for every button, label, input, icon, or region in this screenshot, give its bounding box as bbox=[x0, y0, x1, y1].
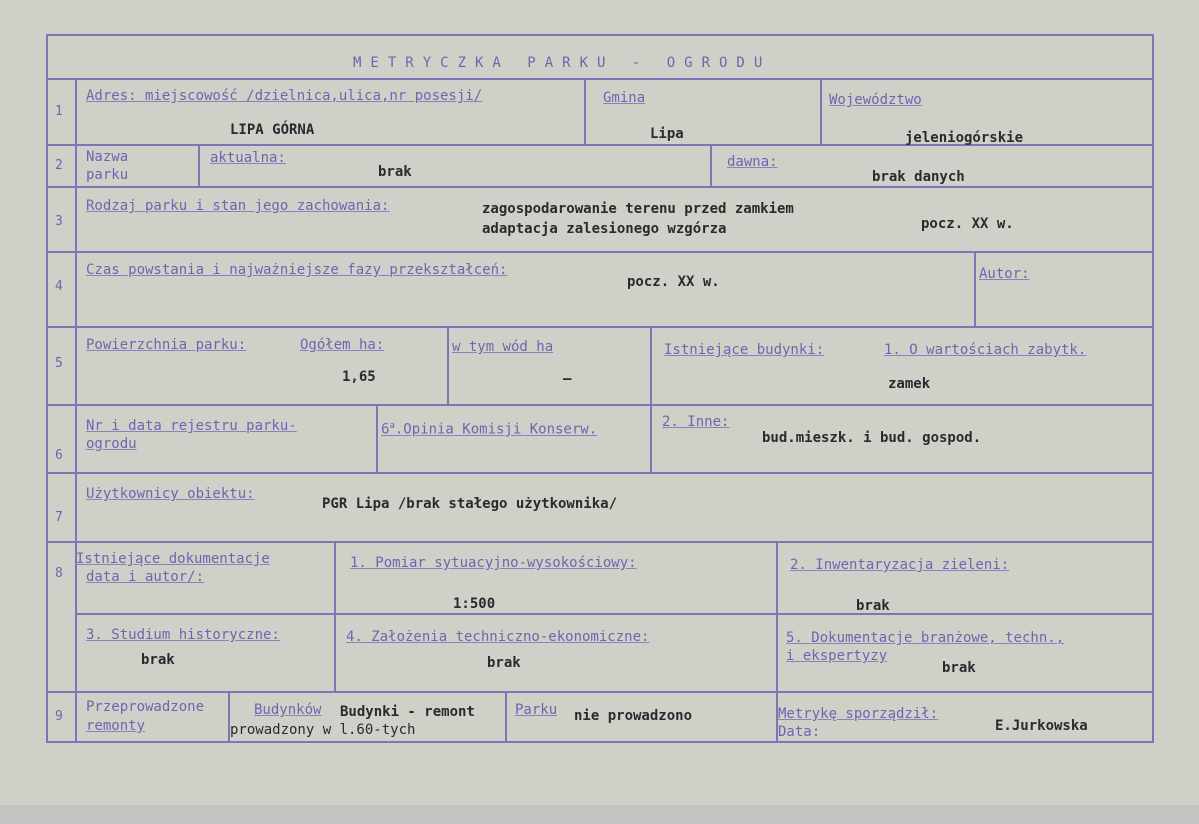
rule-r8 bbox=[46, 691, 1154, 693]
col-r5-b bbox=[650, 326, 652, 472]
other-buildings-value: bud.mieszk. i bud. gospod. bbox=[762, 430, 982, 446]
row-number: 6 bbox=[55, 448, 63, 463]
register-label-1: Nr i data rejestru parku- bbox=[86, 418, 297, 434]
opinion-text: .Opinia Komisji Konserw. bbox=[394, 421, 598, 438]
creation-time-value: pocz. XX w. bbox=[627, 274, 720, 290]
tech-economic-value: brak bbox=[487, 655, 521, 671]
documentation-label-2: data i autor/: bbox=[86, 569, 205, 585]
col-r6-a bbox=[376, 404, 378, 472]
buildings-repair-value-2: prowadzony w l.60-tych bbox=[230, 722, 416, 738]
park-type-value-1: zagospodarowanie terenu przed zamkiem bbox=[482, 201, 794, 217]
row-number: 7 bbox=[55, 510, 63, 525]
former-name-value: brak danych bbox=[872, 169, 965, 185]
rule-r3 bbox=[46, 251, 1154, 253]
form-title: METRYCZKA PARKU - OGRODU bbox=[353, 55, 772, 71]
rule-r2 bbox=[46, 186, 1154, 188]
total-area-value: 1,65 bbox=[342, 369, 376, 385]
total-area-label: Ogółem ha: bbox=[300, 337, 385, 353]
buildings-repair-label: Budynków bbox=[254, 702, 322, 718]
water-area-value: – bbox=[563, 371, 572, 387]
users-label: Użytkownicy obiektu: bbox=[86, 486, 255, 502]
register-label-2: ogrodu bbox=[86, 436, 137, 452]
creation-time-label: Czas powstania i najważniejsze fazy przekształceń: bbox=[86, 262, 508, 278]
row-number: 2 bbox=[55, 158, 63, 173]
branch-docs-label-1: 5. Dokumentacje branżowe, techn., bbox=[786, 630, 1065, 646]
monument-buildings-label: 1. O wartościach zabytk. bbox=[884, 342, 1087, 358]
row-number: 9 bbox=[55, 709, 63, 724]
rule-r6 bbox=[46, 472, 1154, 474]
documentation-label-1: Istniejące dokumentacje bbox=[76, 551, 270, 567]
park-name-label-1: Nazwa bbox=[86, 149, 129, 165]
row-number: 4 bbox=[55, 279, 63, 294]
historical-study-value: brak bbox=[141, 652, 175, 668]
survey-label: 1. Pomiar sytuacyjno-wysokościowy: bbox=[350, 555, 637, 571]
historical-study-label: 3. Studium historyczne: bbox=[86, 627, 280, 643]
col-r2-b bbox=[710, 144, 712, 186]
rule-r5 bbox=[46, 404, 1154, 406]
rule-title bbox=[46, 78, 1154, 80]
repairs-label-1: Przeprowadzone bbox=[86, 699, 205, 715]
greenery-inventory-label: 2. Inwentaryzacja zieleni: bbox=[790, 557, 1010, 573]
buildings-repair-value-1: Budynki - remont bbox=[340, 704, 475, 720]
park-date-value: pocz. XX w. bbox=[921, 216, 1014, 232]
row-number: 8 bbox=[55, 566, 63, 581]
voivodeship-label: Województwo bbox=[829, 92, 922, 108]
tech-economic-label: 4. Założenia techniczno-ekonomiczne: bbox=[346, 629, 650, 645]
address-label: Adres: miejscowość /dzielnica,ulica,nr posesji/ bbox=[86, 88, 483, 104]
users-value: PGR Lipa /brak stałego użytkownika/ bbox=[322, 496, 618, 512]
other-buildings-label: 2. Inne: bbox=[662, 414, 730, 430]
former-name-label: dawna: bbox=[727, 154, 778, 170]
col-r5-a bbox=[447, 326, 449, 404]
greenery-inventory-value: brak bbox=[856, 598, 890, 614]
park-type-label: Rodzaj parku i stan jego zachowania: bbox=[86, 198, 390, 214]
park-repair-value: nie prowadzono bbox=[574, 708, 693, 724]
existing-buildings-label: Istniejące budynki: bbox=[664, 342, 825, 358]
author-label: Autor: bbox=[979, 266, 1030, 282]
col-r2-a bbox=[198, 144, 200, 186]
gmina-value: Lipa bbox=[650, 126, 684, 142]
survey-value: 1:500 bbox=[453, 596, 496, 612]
monument-buildings-value: zamek bbox=[888, 376, 931, 392]
repairs-label-2: remonty bbox=[86, 718, 146, 734]
date-label: Data: bbox=[778, 724, 821, 740]
address-value: LIPA GÓRNA bbox=[230, 122, 315, 138]
col-numbers bbox=[75, 78, 77, 743]
col-r4 bbox=[974, 251, 976, 326]
voivodeship-value: jeleniogórskie bbox=[905, 130, 1024, 146]
col-r1-a bbox=[584, 78, 586, 144]
area-label: Powierzchnia parku: bbox=[86, 337, 247, 353]
opinion-number: 6 bbox=[381, 421, 390, 438]
park-type-value-2: adaptacja zalesionego wzgórza bbox=[482, 221, 727, 237]
rule-r7 bbox=[46, 541, 1154, 543]
park-name-label-2: parku bbox=[86, 167, 129, 183]
conservation-opinion-label bbox=[381, 418, 597, 438]
col-r8-a bbox=[334, 541, 336, 691]
prepared-by-label: Metrykę sporządził: bbox=[778, 706, 939, 722]
gmina-label: Gmina bbox=[603, 90, 646, 106]
card-bottom-edge bbox=[0, 805, 1199, 824]
row-number: 1 bbox=[55, 104, 63, 119]
row-number: 3 bbox=[55, 214, 63, 229]
col-r1-b bbox=[820, 78, 822, 144]
water-area-label: w tym wód ha bbox=[452, 339, 554, 355]
park-repair-label: Parku bbox=[515, 702, 558, 718]
col-r9-b bbox=[505, 691, 507, 743]
prepared-by-value: E.Jurkowska bbox=[995, 718, 1088, 734]
branch-docs-label-2: i ekspertyzy bbox=[786, 648, 888, 664]
current-name-label: aktualna: bbox=[210, 150, 286, 166]
opinion-superscript: a bbox=[389, 421, 395, 431]
branch-docs-value: brak bbox=[942, 660, 976, 676]
rule-r4 bbox=[46, 326, 1154, 328]
current-name-value: brak bbox=[378, 164, 412, 180]
rule-r8-mid bbox=[76, 613, 1154, 615]
row-number: 5 bbox=[55, 356, 63, 371]
